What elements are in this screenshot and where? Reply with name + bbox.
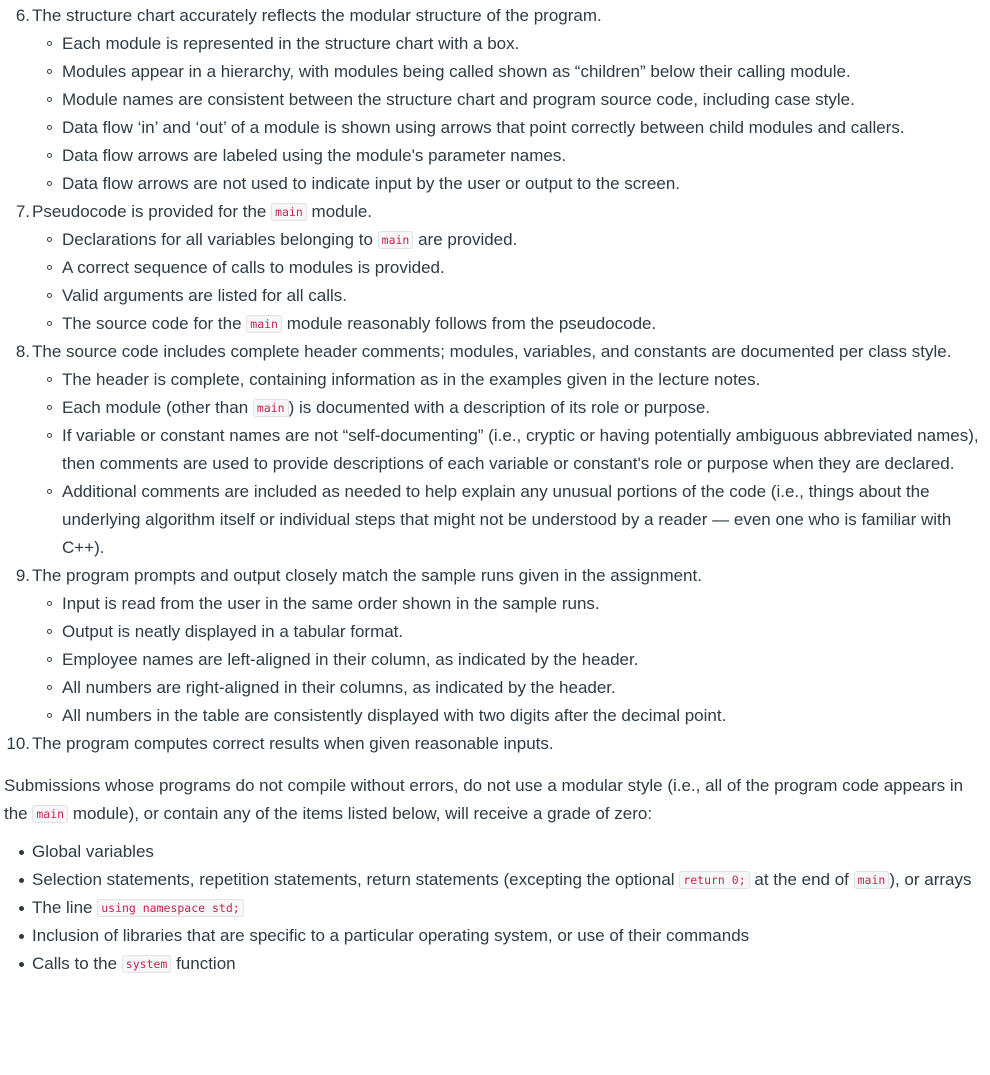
criterion-number: 9. <box>15 566 30 585</box>
inline-code: return 0; <box>679 871 749 889</box>
criterion-text: The structure chart accurately reflects the modular structure of the program. <box>32 6 602 25</box>
inline-code: main <box>253 399 289 417</box>
zero-item-namespace <box>32 894 984 922</box>
criterion-6 <box>15 2 984 198</box>
sub-list <box>32 30 984 198</box>
sub-item: Each module is represented in the structure chart with a box. <box>62 30 984 58</box>
inline-code: main <box>271 203 307 221</box>
criteria-list <box>4 2 984 758</box>
sub-item <box>62 226 984 254</box>
criterion-text: module. <box>311 202 373 221</box>
inline-code: main <box>32 805 68 823</box>
criterion-text: The source code includes complete header comments; modules, variables, and constants are documented per class style. <box>32 342 952 361</box>
criterion-8 <box>15 338 984 562</box>
zero-item-os-libraries: Inclusion of libraries that are specific to a particular operating system, or use of their commands <box>32 922 984 950</box>
sub-item: Output is neatly displayed in a tabular format. <box>62 618 984 646</box>
criterion-9 <box>15 562 984 730</box>
criterion-number: 7. <box>15 202 30 221</box>
criterion-text: The program prompts and output closely match the sample runs given in the assignment. <box>32 566 702 585</box>
criterion-text: Pseudocode is provided for the <box>32 202 267 221</box>
sub-item: If variable or constant names are not “self-documenting” (i.e., cryptic or having potentially ambiguous abbreviated names), then comments are used to provide descriptions of each variable or constant's role or purpose when they are declared. <box>62 422 984 478</box>
sub-text: Declarations for all variables belonging to <box>62 230 373 249</box>
sub-text: module reasonably follows from the pseudocode. <box>286 314 657 333</box>
sub-item: Module names are consistent between the structure chart and program source code, including case style. <box>62 86 984 114</box>
sub-item <box>62 394 984 422</box>
zero-text: function <box>176 954 236 973</box>
sub-text: are provided. <box>418 230 518 249</box>
criterion-number: 10. <box>6 734 30 753</box>
sub-text: The source code for the <box>62 314 242 333</box>
sub-item: All numbers are right-aligned in their columns, as indicated by the header. <box>62 674 984 702</box>
zero-text: Selection statements, repetition statements, return statements (excepting the optional <box>32 870 675 889</box>
sub-item: Valid arguments are listed for all calls. <box>62 282 984 310</box>
zero-item-statements <box>32 866 984 894</box>
zero-grade-list <box>4 838 984 978</box>
sub-item: Data flow arrows are labeled using the module's parameter names. <box>62 142 984 170</box>
zero-item-system-calls <box>32 950 984 978</box>
note-text: module), or contain any of the items listed below, will receive a grade of zero: <box>72 804 653 823</box>
zero-text: at the end of <box>754 870 849 889</box>
zero-item-global-variables: Global variables <box>32 838 984 866</box>
sub-list <box>32 366 984 562</box>
criterion-7 <box>15 198 984 338</box>
sub-item: A correct sequence of calls to modules is provided. <box>62 254 984 282</box>
inline-code: main <box>378 231 414 249</box>
criterion-number: 6. <box>15 6 30 25</box>
inline-code: system <box>122 955 172 973</box>
sub-list <box>32 590 984 730</box>
sub-item <box>62 310 984 338</box>
zero-text: Calls to the <box>32 954 118 973</box>
inline-code: using namespace std; <box>97 899 243 917</box>
sub-item: Additional comments are included as needed to help explain any unusual portions of the code (i.e., things about the underlying algorithm itself or individual steps that might not be understood by a reader — even one who is familiar with C++). <box>62 478 984 562</box>
inline-code: main <box>246 315 282 333</box>
note-text: Submissions whose programs do not compile without errors, do not use a modular style (i.e., all of the program code appears in the <box>4 776 964 823</box>
criterion-number: 8. <box>15 342 30 361</box>
inline-code: main <box>854 871 890 889</box>
sub-item: Input is read from the user in the same order shown in the sample runs. <box>62 590 984 618</box>
sub-item: Data flow arrows are not used to indicate input by the user or output to the screen. <box>62 170 984 198</box>
zero-text: The line <box>32 898 93 917</box>
sub-item: All numbers in the table are consistently displayed with two digits after the decimal point. <box>62 702 984 730</box>
sub-text: ) is documented with a description of its role or purpose. <box>288 398 711 417</box>
sub-item: Employee names are left-aligned in their column, as indicated by the header. <box>62 646 984 674</box>
zero-text: ), or arrays <box>889 870 972 889</box>
zero-grade-note <box>4 772 984 828</box>
sub-text: Each module (other than <box>62 398 249 417</box>
sub-item: The header is complete, containing information as in the examples given in the lecture notes. <box>62 366 984 394</box>
criterion-text: The program computes correct results when given reasonable inputs. <box>32 734 554 753</box>
sub-item: Modules appear in a hierarchy, with modules being called shown as “children” below their calling module. <box>62 58 984 86</box>
criterion-10 <box>6 730 984 758</box>
sub-list <box>32 226 984 338</box>
sub-item: Data flow ‘in’ and ‘out’ of a module is shown using arrows that point correctly between child modules and callers. <box>62 114 984 142</box>
